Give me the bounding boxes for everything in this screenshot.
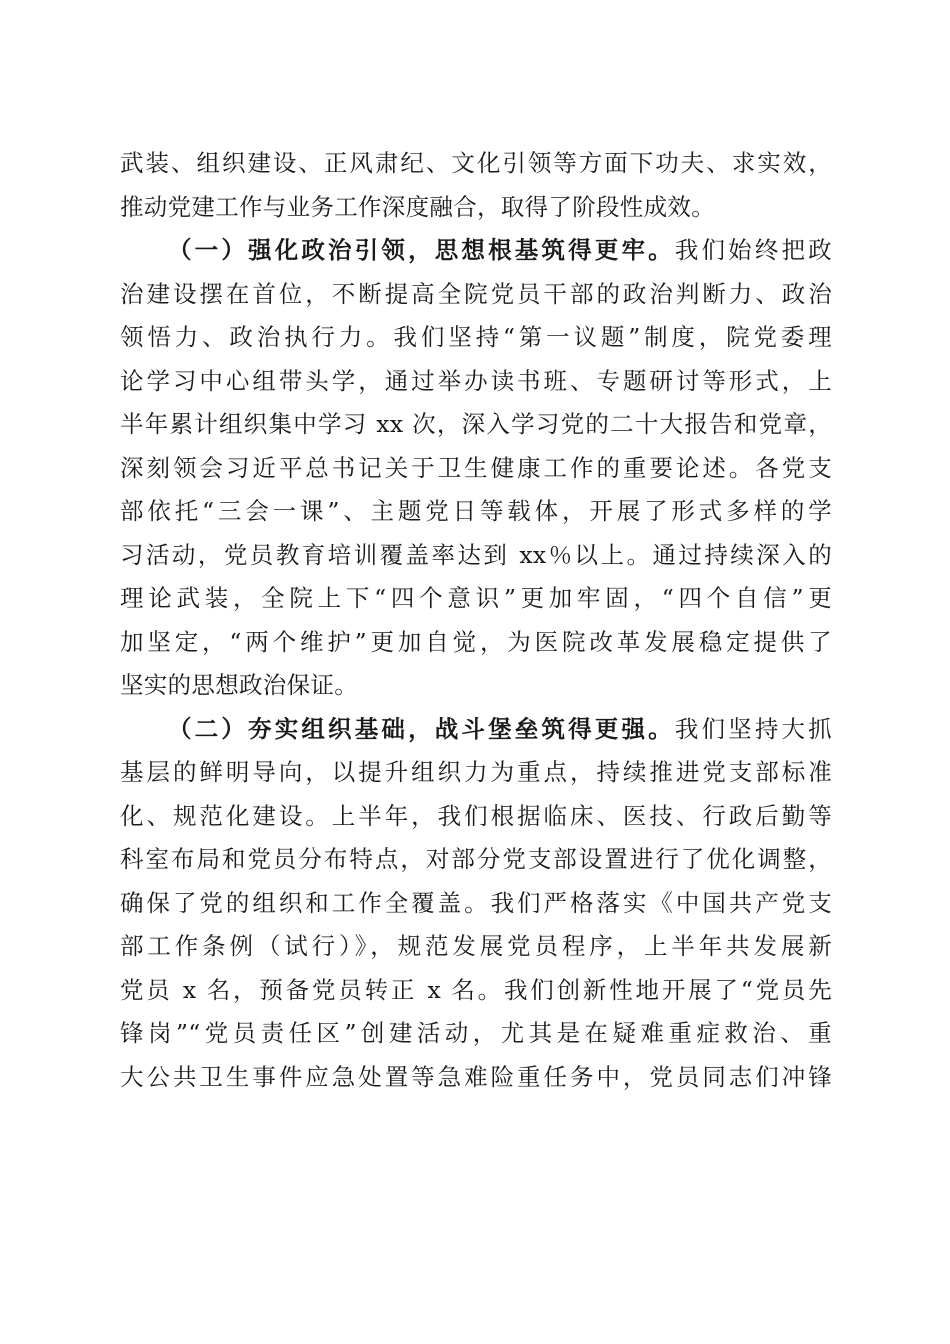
section-2-heading: （二）夯实组织基础，战斗堡垒筑得更强。 xyxy=(168,714,675,743)
body-text xyxy=(120,142,832,1099)
text-line: 治建设摆在首位，不断提高全院党员干部的政治判断力、政治 xyxy=(120,279,832,308)
text-line: 论学习中心组带头学，通过举办读书班、专题研讨等形式，上 xyxy=(120,366,832,395)
text-line: 理论武装，全院上下“四个意识”更加牢固，“四个自信”更 xyxy=(120,584,832,612)
section-2-first-line-text: 我们坚持大抓 xyxy=(674,714,832,743)
text-line: 科室布局和党员分布特点，对部分党支部设置进行了优化调整， xyxy=(120,845,832,873)
text-line: 习活动，党员教育培训覆盖率达到 xx％以上。通过持续深入的 xyxy=(120,540,832,569)
text-line: 半年累计组织集中学习 xx 次，深入学习党的二十大报告和党章， xyxy=(120,410,832,438)
text-line: 武装、组织建设、正风肃纪、文化引领等方面下功夫、求实效， xyxy=(120,149,832,177)
section-1-first-line xyxy=(120,229,832,273)
text-line: 确保了党的组织和工作全覆盖。我们严格落实《中国共产党支 xyxy=(120,888,832,917)
text-line: 党员 x 名，预备党员转正 x 名。我们创新性地开展了“党员先 xyxy=(120,975,832,1004)
text-line: 坚实的思想政治保证。 xyxy=(120,671,358,699)
text-line: 深刻领会习近平总书记关于卫生健康工作的重要论述。各党支 xyxy=(120,453,832,482)
section-2-first-line xyxy=(120,708,832,752)
text-line: 化、规范化建设。上半年，我们根据临床、医技、行政后勤等 xyxy=(120,801,832,830)
text-line: 锋岗”“党员责任区”创建活动，尤其是在疑难重症救治、重 xyxy=(120,1019,832,1047)
text-line: 部依托“三会一课”、主题党日等载体，开展了形式多样的学 xyxy=(120,497,832,525)
text-line: 推动党建工作与业务工作深度融合，取得了阶段性成效。 xyxy=(120,192,715,221)
text-line: 加坚定，“两个维护”更加自觉，为医院改革发展稳定提供了 xyxy=(120,627,832,656)
text-line: 基层的鲜明导向，以提升组织力为重点，持续推进党支部标准 xyxy=(120,758,832,786)
section-1-heading: （一）强化政治引领，思想根基筑得更牢。 xyxy=(168,236,675,264)
text-line: 领悟力、政治执行力。我们坚持“第一议题”制度，院党委理 xyxy=(120,323,832,351)
text-line: 大公共卫生事件应急处置等急难险重任务中，党员同志们冲锋 xyxy=(120,1062,832,1091)
text-line: 部工作条例（试行）》，规范发展党员程序，上半年共发展新 xyxy=(120,932,832,960)
section-1-first-line-text: 我们始终把政 xyxy=(674,236,832,264)
